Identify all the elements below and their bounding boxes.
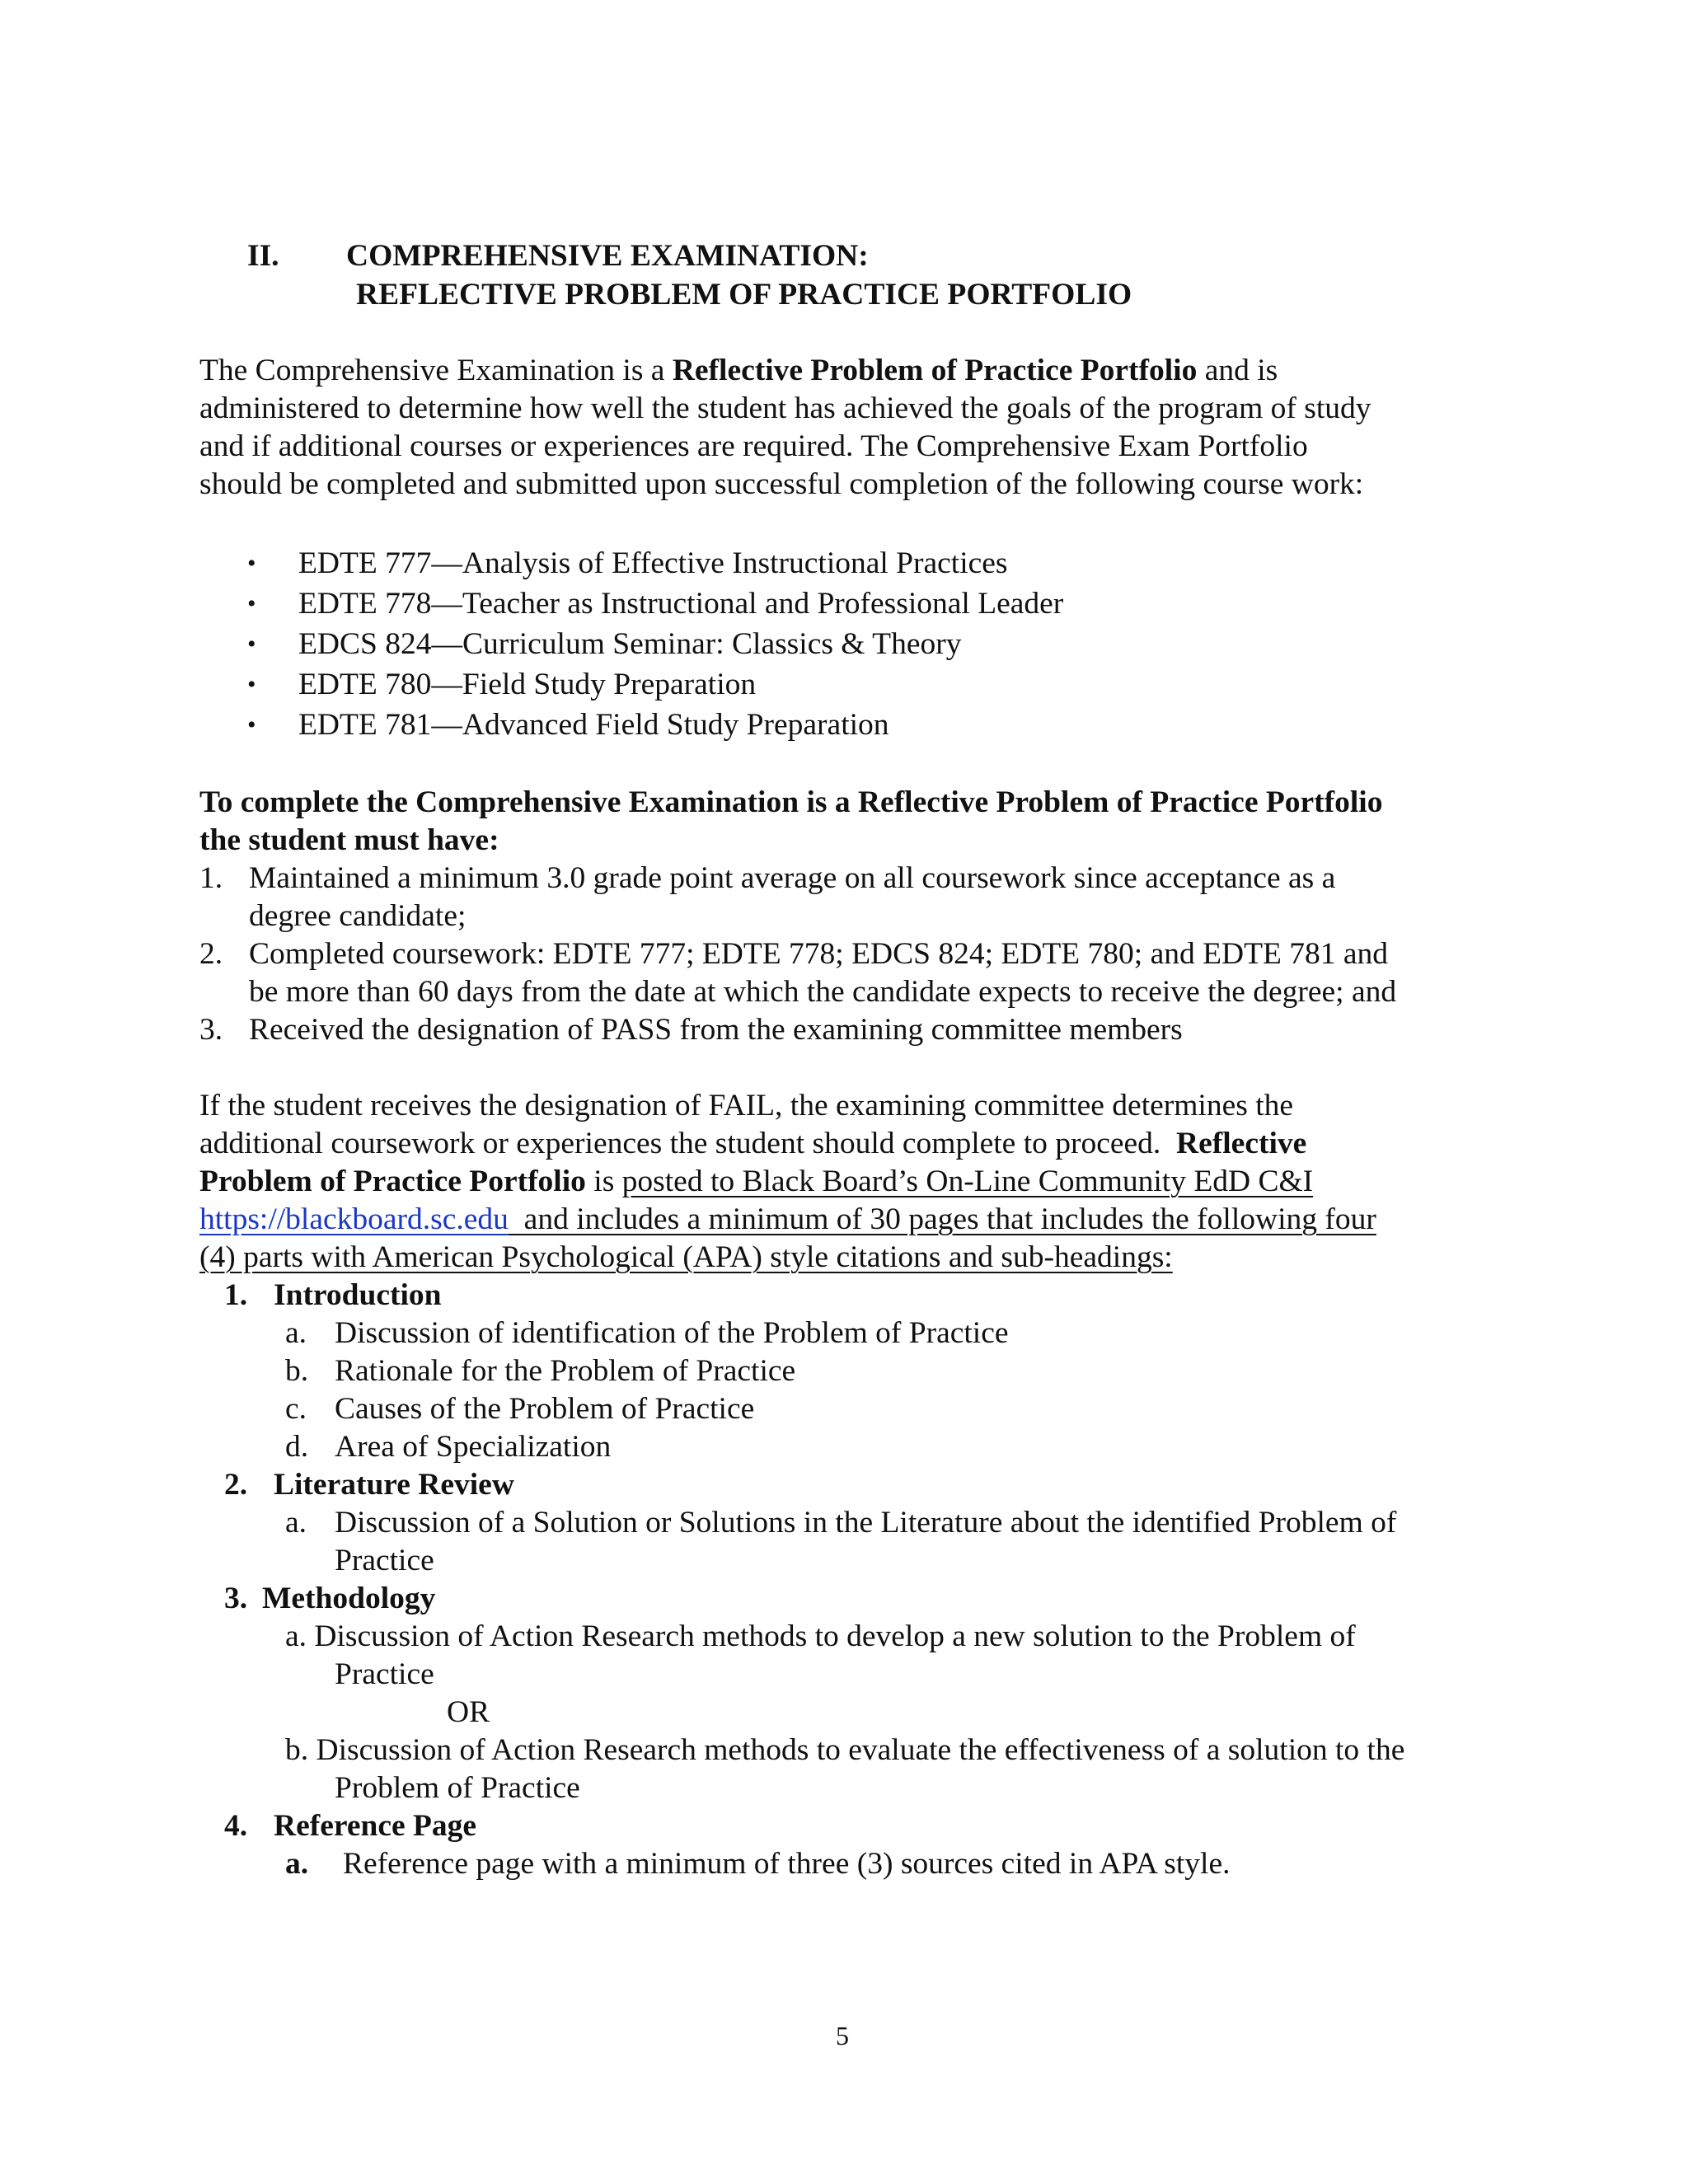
fail-line-1: If the student receives the designation of FAIL, the examining committee determines the [199, 1089, 1294, 1122]
requirement-text: be more than 60 days from the date at which the candidate expects to receive the degree; and [249, 975, 1397, 1009]
section-title-line2: REFLECTIVE PROBLEM OF PRACTICE PORTFOLIO [356, 278, 1132, 312]
intro-line-2: administered to determine how well the student has achieved the goals of the program of study [199, 391, 1372, 425]
sub-letter: c. [285, 1392, 307, 1426]
bullet-icon: • [247, 711, 256, 738]
fail-underlined-text: and includes a minimum of 30 pages that includes the following four [508, 1202, 1376, 1236]
requirement-number: 1. [199, 861, 223, 895]
bullet-icon: • [247, 550, 256, 577]
sub-letter: a. [285, 1316, 307, 1350]
intro-line-3: and if additional courses or experiences are required. The Comprehensive Exam Portfolio [199, 429, 1308, 463]
course-item: EDTE 777—Analysis of Effective Instructional Practices [298, 546, 1008, 580]
sub-item: Reference page with a minimum of three (3) sources cited in APA style. [343, 1847, 1231, 1881]
sub-item: Discussion of a Solution or Solutions in the Literature about the identified Problem of [335, 1506, 1397, 1540]
intro-line-4: should be completed and submitted upon successful completion of the following course work: [199, 467, 1364, 501]
fail-line-4 [199, 1200, 1376, 1239]
course-item: EDTE 778—Teacher as Instructional and Professional Leader [298, 587, 1064, 621]
page-number: 5 [836, 2021, 849, 2050]
or-separator: OR [447, 1695, 490, 1729]
requirement-text: Maintained a minimum 3.0 grade point average on all coursework since acceptance as a [249, 861, 1336, 895]
sub-item: Practice [335, 1657, 434, 1691]
requirement-text: Received the designation of PASS from the examining committee members [249, 1013, 1183, 1047]
fail-underlined-text: posted to Black Board’s On-Line Community EdD C&I [621, 1165, 1314, 1198]
course-item: EDCS 824—Curriculum Seminar: Classics & Theory [298, 627, 962, 661]
sub-item: Rationale for the Problem of Practice [335, 1354, 796, 1388]
intro-line-1 [199, 351, 1278, 390]
requirement-text: Completed coursework: EDTE 777; EDTE 778; EDCS 824; EDTE 780; and EDTE 781 and [249, 937, 1389, 971]
sub-item: Practice [335, 1544, 434, 1577]
section-title-line1: COMPREHENSIVE EXAMINATION: [346, 239, 869, 273]
blackboard-link[interactable]: https://blackboard.sc.edu [199, 1202, 509, 1236]
part-title-methodology: Methodology [262, 1582, 436, 1615]
fail-text: additional coursework or experiences the student should complete to proceed. [199, 1127, 1177, 1160]
intro-text: The Comprehensive Examination is a [199, 354, 673, 387]
section-number: II. [247, 239, 279, 273]
sub-item: Causes of the Problem of Practice [335, 1392, 755, 1426]
course-item: EDTE 781—Advanced Field Study Preparation [298, 708, 889, 742]
fail-bold-text: Problem of Practice Portfolio [199, 1165, 586, 1198]
requirement-number: 3. [199, 1013, 223, 1047]
part-number: 4. [224, 1809, 248, 1843]
sub-item: b. Discussion of Action Research methods to evaluate the effectiveness of a solution to the [285, 1733, 1405, 1767]
part-number: 1. [224, 1278, 248, 1312]
sub-item: a. Discussion of Action Research methods to develop a new solution to the Problem of [285, 1619, 1356, 1653]
requirements-title-line1: To complete the Comprehensive Examination is a Reflective Problem of Practice Portfolio [199, 785, 1383, 819]
fail-line-3 [199, 1162, 1313, 1201]
fail-line-2 [199, 1124, 1306, 1163]
bullet-icon: • [247, 671, 256, 698]
requirement-text: degree candidate; [249, 899, 467, 933]
part-number: 2. [224, 1468, 248, 1502]
sub-letter: a. [285, 1506, 307, 1540]
fail-text: is [585, 1165, 622, 1198]
fail-bold-text: Reflective [1176, 1127, 1307, 1160]
sub-letter: b. [285, 1354, 309, 1388]
sub-item: Area of Specialization [335, 1430, 612, 1464]
part-title-literature-review: Literature Review [274, 1468, 514, 1502]
sub-item: Problem of Practice [335, 1771, 580, 1805]
sub-letter: a. [285, 1847, 309, 1881]
sub-item: Discussion of identification of the Problem of Practice [335, 1316, 1009, 1350]
course-item: EDTE 780—Field Study Preparation [298, 668, 757, 701]
bullet-icon: • [247, 590, 256, 617]
intro-bold-text: Reflective Problem of Practice Portfolio [672, 354, 1198, 387]
requirements-title-line2: the student must have: [199, 823, 499, 857]
sub-letter: d. [285, 1430, 309, 1464]
intro-text: and is [1197, 354, 1278, 387]
part-number: 3. [224, 1582, 248, 1615]
bullet-icon: • [247, 630, 256, 658]
requirement-number: 2. [199, 937, 223, 971]
fail-line-5: (4) parts with American Psychological (APA) style citations and sub-headings: [199, 1240, 1173, 1274]
part-title-introduction: Introduction [274, 1278, 442, 1312]
part-title-reference-page: Reference Page [274, 1809, 477, 1843]
